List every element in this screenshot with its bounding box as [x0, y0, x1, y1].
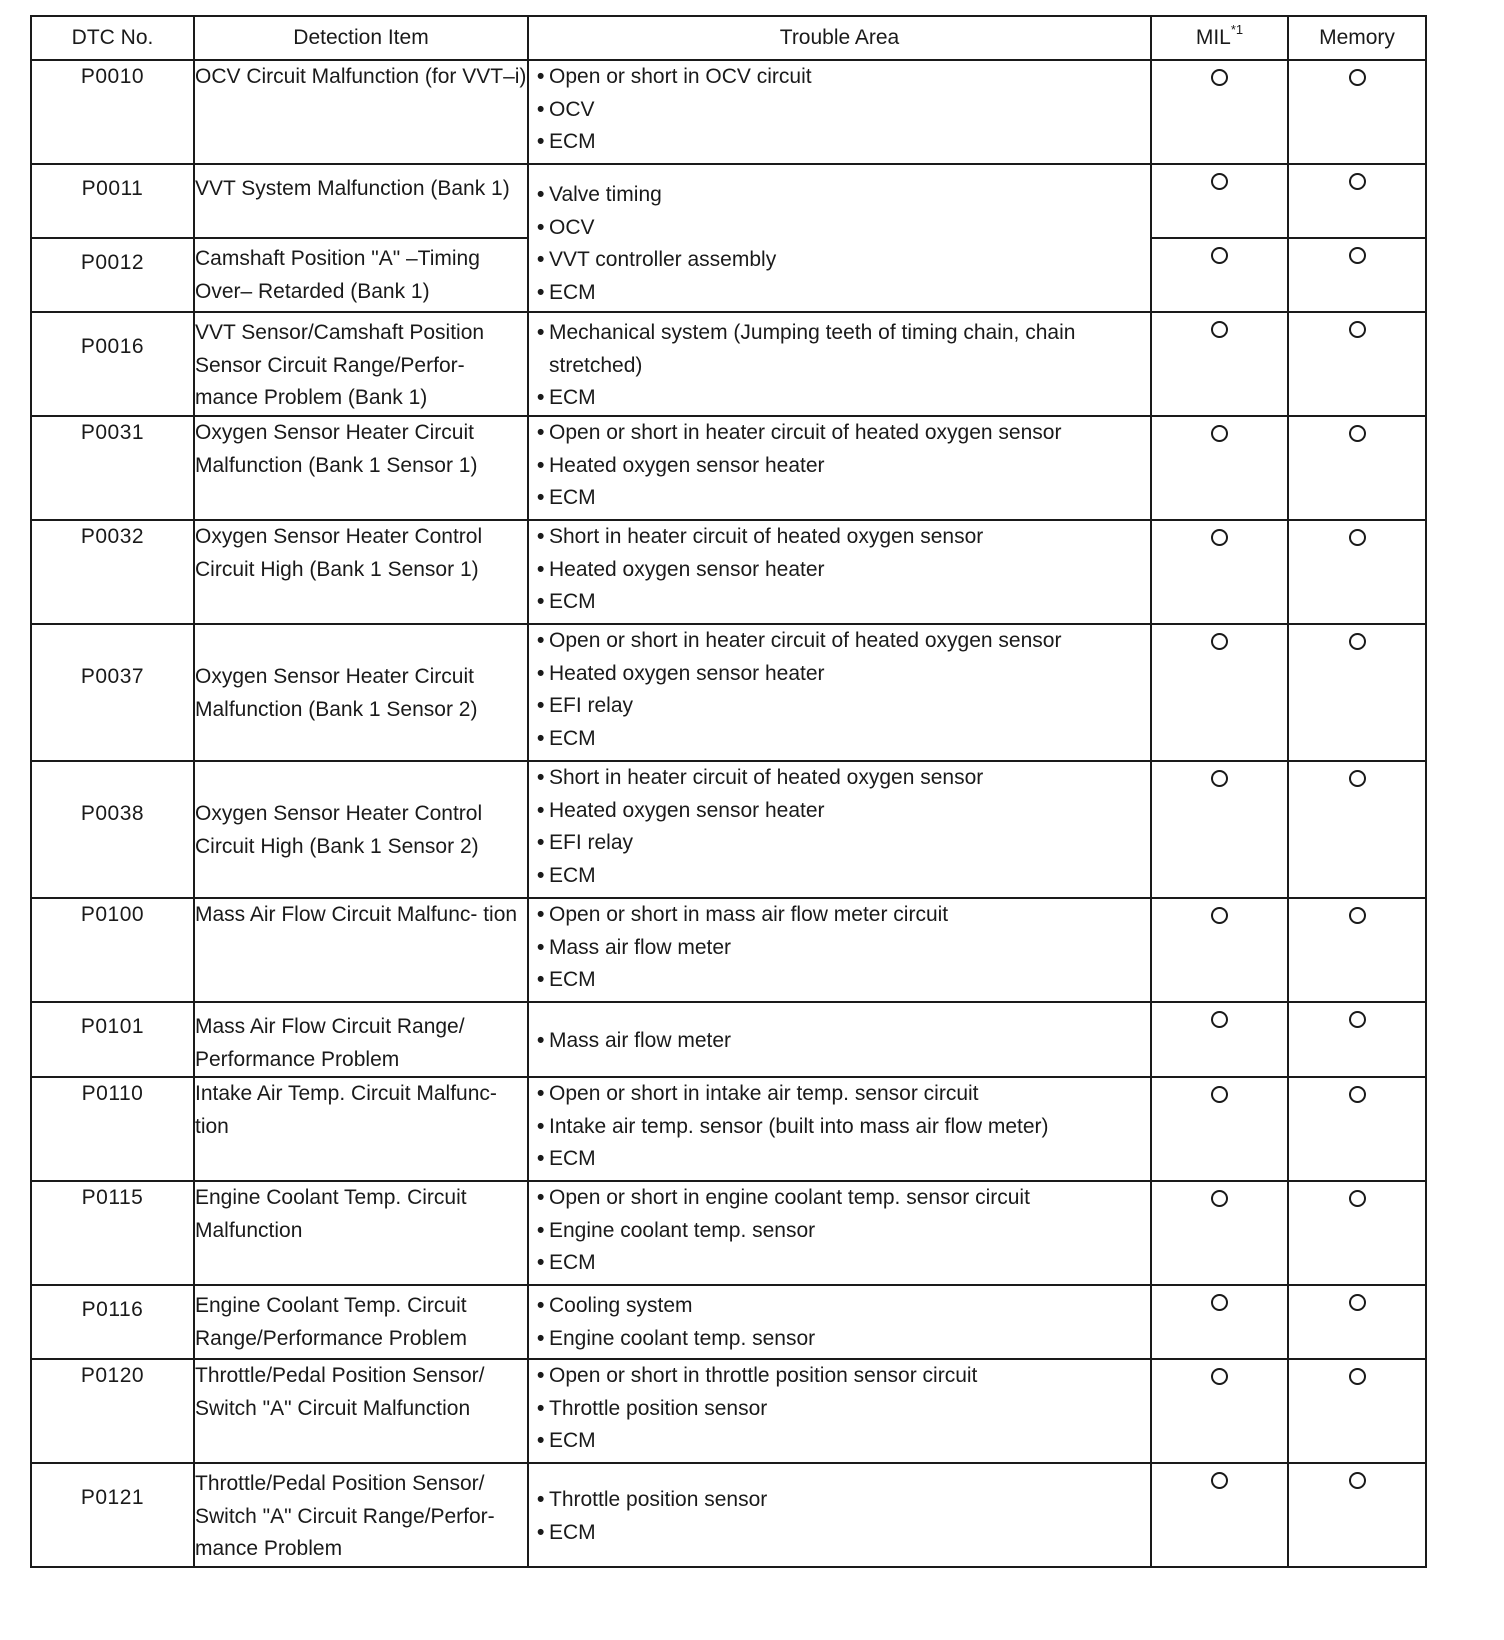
trouble-area-line: • Short in heater circuit of heated oxygen sensor [537, 766, 984, 789]
trouble-area-line: • ECM [537, 863, 596, 887]
mil-circle-icon [1211, 321, 1228, 338]
trouble-area [528, 1463, 1151, 1567]
mil-circle-icon [1211, 633, 1228, 650]
mil-cell [1151, 1077, 1288, 1181]
trouble-area-line: • Open or short in mass air flow meter circuit [537, 903, 949, 926]
memory-circle-icon [1349, 529, 1366, 546]
trouble-area-line: • ECM [537, 386, 596, 409]
trouble-area-line: • Mechanical system (Jumping teeth of timing chain, chain stretched) [537, 321, 1076, 377]
memory-circle-icon [1349, 69, 1366, 86]
trouble-area [528, 1181, 1151, 1285]
memory-cell [1288, 238, 1426, 312]
dtc-code: P0121 [31, 1463, 194, 1567]
trouble-area [528, 761, 1151, 898]
memory-cell [1288, 898, 1426, 1002]
trouble-area-line: • EFI relay [537, 694, 634, 717]
memory-circle-icon [1349, 1472, 1366, 1489]
header-row [31, 16, 1479, 60]
dtc-table-page [30, 15, 1478, 1568]
mil-circle-icon [1211, 1011, 1228, 1028]
memory-cell [1288, 1002, 1426, 1077]
trouble-area-line: • VVT controller assembly [537, 248, 777, 271]
detection-item: Mass Air Flow Circuit Range/ Performance Problem [194, 1002, 528, 1077]
trouble-area-line: • Heated oxygen sensor heater [537, 453, 825, 477]
detection-item: Oxygen Sensor Heater Circuit Malfunction (Bank 1 Sensor 1) [194, 416, 528, 520]
trouble-area-line: • ECM [537, 1429, 596, 1452]
header-mil-label: MIL [1195, 25, 1231, 49]
trouble-area [528, 416, 1151, 520]
trouble-area [528, 898, 1151, 1002]
trouble-area [528, 1359, 1151, 1463]
mil-cell [1151, 1359, 1288, 1463]
table-row [31, 1463, 1479, 1567]
mil-circle-icon [1211, 1368, 1228, 1385]
memory-cell [1288, 1181, 1426, 1285]
trouble-area-line: • OCV [537, 97, 595, 121]
memory-circle-icon [1349, 1294, 1366, 1311]
memory-circle-icon [1349, 1011, 1366, 1028]
memory-cell [1288, 761, 1426, 898]
detection-item: Engine Coolant Temp. Circuit Malfunction [194, 1181, 528, 1285]
mil-circle-icon [1211, 770, 1228, 787]
table-row [31, 1285, 1479, 1359]
trouble-area-line: • Engine coolant temp. sensor [537, 1218, 816, 1242]
detection-item: OCV Circuit Malfunction (for VVT–i) [194, 60, 528, 164]
dtc-code: P0010 [31, 60, 194, 164]
dtc-table [30, 15, 1480, 1568]
detection-item: Throttle/Pedal Position Sensor/ Switch "A" Circuit Malfunction [194, 1359, 528, 1463]
trouble-area-line: • Open or short in intake air temp. sensor circuit [537, 1082, 979, 1105]
memory-cell [1288, 1463, 1426, 1567]
table-row [31, 1359, 1479, 1463]
memory-cell [1288, 1077, 1426, 1181]
trouble-area-line: • Throttle position sensor [537, 1488, 768, 1511]
detection-item: Throttle/Pedal Position Sensor/ Switch "A" Circuit Range/Perfor- mance Problem [194, 1463, 528, 1567]
trouble-area-line: • Valve timing [537, 183, 662, 206]
trouble-area-line: • ECM [537, 486, 596, 509]
mil-circle-icon [1211, 425, 1228, 442]
dtc-code: P0110 [31, 1077, 194, 1181]
mil-cell [1151, 1181, 1288, 1285]
mil-circle-icon [1211, 1190, 1228, 1207]
header-mil [1151, 16, 1288, 60]
mil-cell [1151, 1463, 1288, 1567]
trouble-area [528, 60, 1151, 164]
table-row [31, 1077, 1479, 1181]
trouble-area [528, 624, 1151, 761]
memory-cell [1288, 60, 1426, 164]
trouble-area [528, 1002, 1151, 1077]
table-row [31, 416, 1479, 520]
mil-cell [1151, 1002, 1288, 1077]
trouble-area-line: • OCV [537, 215, 595, 239]
trouble-area-line: • Open or short in heater circuit of heated oxygen sensor [537, 629, 1062, 652]
trouble-area-line: • ECM [537, 1251, 596, 1274]
trouble-area-line: • ECM [537, 1520, 596, 1544]
trouble-area-line: • Intake air temp. sensor (built into mass air flow meter) [537, 1114, 1049, 1138]
trouble-area-line: • ECM [537, 726, 596, 750]
mil-circle-icon [1211, 529, 1228, 546]
mil-cell [1151, 1285, 1288, 1359]
memory-circle-icon [1349, 1086, 1366, 1103]
dtc-code: P0038 [31, 761, 194, 898]
trouble-area-line: • ECM [537, 590, 596, 613]
table-row [31, 898, 1479, 1002]
memory-circle-icon [1349, 770, 1366, 787]
trouble-area-line: • ECM [537, 130, 596, 153]
table-row [31, 761, 1479, 898]
mil-circle-icon [1211, 1086, 1228, 1103]
trouble-area-line: • Open or short in heater circuit of heated oxygen sensor [537, 421, 1062, 444]
table-row [31, 1002, 1479, 1077]
memory-circle-icon [1349, 1190, 1366, 1207]
trouble-area-line: • Open or short in throttle position sensor circuit [537, 1364, 978, 1387]
memory-circle-icon [1349, 425, 1366, 442]
trouble-area [528, 312, 1151, 416]
table-row [31, 164, 1479, 238]
trouble-area-line: • Engine coolant temp. sensor [537, 1326, 816, 1350]
trouble-area [528, 1285, 1151, 1359]
header-memory: Memory [1288, 16, 1426, 60]
trouble-area-line: • Heated oxygen sensor heater [537, 661, 825, 685]
memory-circle-icon [1349, 1368, 1366, 1385]
dtc-code: P0037 [31, 624, 194, 761]
dtc-code: P0012 [31, 238, 194, 312]
header-trouble-area: Trouble Area [528, 16, 1151, 60]
dtc-code: P0011 [31, 164, 194, 238]
header-dtc-no: DTC No. [31, 16, 194, 60]
header-mil-note: *1 [1230, 21, 1244, 37]
trouble-area-line: • Cooling system [537, 1294, 693, 1317]
memory-circle-icon [1349, 321, 1366, 338]
trouble-area-line: • Mass air flow meter [537, 1029, 732, 1053]
detection-item: Oxygen Sensor Heater Control Circuit High (Bank 1 Sensor 2) [194, 761, 528, 898]
memory-cell [1288, 312, 1426, 416]
trouble-area-line: • Short in heater circuit of heated oxygen sensor [537, 525, 984, 548]
trouble-area-line: • ECM [537, 280, 596, 304]
mil-circle-icon [1211, 173, 1228, 190]
header-detection-item: Detection Item [194, 16, 528, 60]
memory-circle-icon [1349, 633, 1366, 650]
trouble-area-line: • EFI relay [537, 831, 634, 854]
memory-cell [1288, 520, 1426, 624]
dtc-code: P0032 [31, 520, 194, 624]
trouble-area-line: • Heated oxygen sensor heater [537, 557, 825, 581]
memory-cell [1288, 416, 1426, 520]
trouble-area [528, 164, 1151, 312]
memory-circle-icon [1349, 247, 1366, 264]
mil-cell [1151, 312, 1288, 416]
detection-item: Oxygen Sensor Heater Control Circuit High (Bank 1 Sensor 1) [194, 520, 528, 624]
detection-item: Intake Air Temp. Circuit Malfunc- tion [194, 1077, 528, 1181]
memory-circle-icon [1349, 907, 1366, 924]
detection-item: VVT Sensor/Camshaft Position Sensor Circuit Range/Perfor- mance Problem (Bank 1) [194, 312, 528, 416]
mil-cell [1151, 761, 1288, 898]
mil-cell [1151, 164, 1288, 238]
trouble-area-line: • Open or short in OCV circuit [537, 65, 812, 88]
detection-item: Mass Air Flow Circuit Malfunc- tion [194, 898, 528, 1002]
memory-cell [1288, 164, 1426, 238]
table-row [31, 312, 1479, 416]
table-row [31, 624, 1479, 761]
memory-circle-icon [1349, 173, 1366, 190]
mil-cell [1151, 60, 1288, 164]
trouble-area-line: • Mass air flow meter [537, 935, 732, 959]
trouble-area-line: • Throttle position sensor [537, 1396, 768, 1420]
mil-circle-icon [1211, 1472, 1228, 1489]
trouble-area [528, 520, 1151, 624]
mil-cell [1151, 624, 1288, 761]
memory-cell [1288, 624, 1426, 761]
dtc-code: P0100 [31, 898, 194, 1002]
mil-circle-icon [1211, 69, 1228, 86]
mil-cell [1151, 520, 1288, 624]
detection-item: Camshaft Position "A" –Timing Over– Retarded (Bank 1) [194, 238, 528, 312]
detection-item: VVT System Malfunction (Bank 1) [194, 164, 528, 238]
mil-cell [1151, 416, 1288, 520]
memory-cell [1288, 1285, 1426, 1359]
trouble-area [528, 1077, 1151, 1181]
detection-item: Oxygen Sensor Heater Circuit Malfunction (Bank 1 Sensor 2) [194, 624, 528, 761]
mil-circle-icon [1211, 1294, 1228, 1311]
table-row [31, 520, 1479, 624]
dtc-code: P0101 [31, 1002, 194, 1077]
trouble-area-line: • ECM [537, 968, 596, 991]
dtc-code: P0016 [31, 312, 194, 416]
trouble-area-line: • Open or short in engine coolant temp. sensor circuit [537, 1186, 1030, 1209]
mil-circle-icon [1211, 907, 1228, 924]
mil-cell [1151, 898, 1288, 1002]
dtc-code: P0116 [31, 1285, 194, 1359]
table-row [31, 1181, 1479, 1285]
dtc-code: P0115 [31, 1181, 194, 1285]
dtc-code: P0120 [31, 1359, 194, 1463]
mil-cell [1151, 238, 1288, 312]
detection-item: Engine Coolant Temp. Circuit Range/Performance Problem [194, 1285, 528, 1359]
dtc-code: P0031 [31, 416, 194, 520]
trouble-area-line: • Heated oxygen sensor heater [537, 798, 825, 822]
memory-cell [1288, 1359, 1426, 1463]
table-row [31, 60, 1479, 164]
trouble-area-line: • ECM [537, 1147, 596, 1170]
mil-circle-icon [1211, 247, 1228, 264]
